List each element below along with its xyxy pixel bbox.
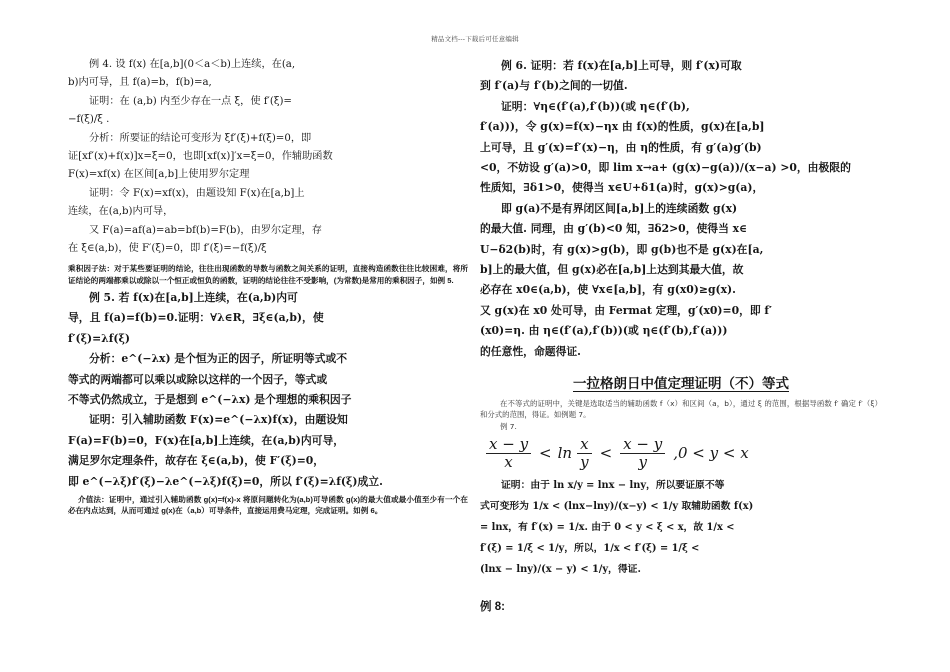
ln-symbol: ln <box>557 444 573 463</box>
numerator: x − y <box>620 436 665 454</box>
page-header: 精品文档---下载后可任意编辑 <box>431 35 519 43</box>
condition: ,0 < y < x <box>673 444 749 463</box>
fraction <box>577 436 591 471</box>
text-line: 例 4. 设 f(x) 在[a,b](0＜a＜b)上连续，在(a, <box>89 59 296 70</box>
text-line: 证[xf′(x)+f(x)]x=ξ=0，也即[xf(x)]′x=ξ=0，作辅助函数 <box>68 151 333 163</box>
text-line: 证明：∀η∈(f′(a),f′(b))(或 η∈(f′(b), <box>501 99 690 113</box>
text-line: 到 f′(a)与 f′(b)之间的一切值. <box>480 79 628 93</box>
text-line: 证明：由于 ln x/y = lnx − lny，所以要证原不等 <box>501 479 725 491</box>
text-line: −f(ξ)/ξ . <box>68 114 110 126</box>
text-line: F(a)=F(b)=0，F(x)在[a,b]上连续，在(a,b)内可导， <box>68 433 345 447</box>
text-line: F(x)=xf(x) 在区间[a,b]上使用罗尔定理 <box>68 169 250 181</box>
text-line: b)内可导，且 f(a)=b，f(b)=a, <box>68 77 212 89</box>
text-line: 在 ξ∈(a,b)，使 F′(ξ)=0，即 f′(ξ)=−f(ξ)/ξ <box>68 243 267 255</box>
text-line: <0，不妨设 g′(a)>0，即 lim x→a+ (g(x)−g(a))/(x−a) >0，由极限的 <box>480 161 851 175</box>
fraction <box>620 436 665 471</box>
text-line: f′(ξ) = 1/ξ < 1/y，所以，1/x < f′(ξ) = 1/ξ < <box>480 542 700 554</box>
section-title: 一拉格朗日中值定理证明（不）等式 <box>573 376 789 393</box>
denominator: x <box>504 452 513 471</box>
numerator: x − y <box>486 436 531 454</box>
text-line: 式可变形为 1/x < (lnx−lny)/(x−y) < 1/y 取辅助函数 f(x) <box>480 500 754 512</box>
text-line: 必存在 x0∈(a,b)，使 ∀x∈[a,b]，有 g(x0)≥g(x). <box>480 283 736 297</box>
left-column <box>68 56 468 516</box>
right-column <box>480 56 882 614</box>
text-line: 不等式仍然成立，于是想到 e^(−λx) 是个理想的乘积因子 <box>68 392 352 406</box>
text-line: f′(a)))，令 g(x)=f(x)−ηx 由 f(x)的性质，g(x)在[a,b] <box>480 120 765 134</box>
text-line: 满足罗尔定理条件，故存在 ξ∈(a,b)，使 F′(ξ)=0， <box>68 454 325 468</box>
text-line: 证明：引入辅助函数 F(x)=e^(−λx)f(x)，由题设知 <box>89 413 348 427</box>
text-line: 的最大值. 同理，由 g′(b)<0 知，∃δ2>0，使得当 x∈ <box>480 222 748 236</box>
example-7-proof <box>480 475 882 580</box>
text-line: 上可导，且 g′(x)=f′(x)−η，由 η的性质，有 g′(a)g′(b) <box>480 140 762 154</box>
product-factor-note: 乘积因子法：对于某些要证明的结论，往往出现函数的导数与函数之间关系的证明，直接构造函数往往比较困难，将所证结论的两端都乘以或除以一个恒正或恒负的函数，证明的结论往往不受影响，(为常数)是常用的乘积因子，如例 5. <box>68 264 468 285</box>
text-line: 分析：e^(−λx) 是个恒为正的因子，所证明等式或不 <box>89 352 348 366</box>
text-line: = lnx，有 f′(x) = 1/x. 由于 0 < y < ξ < x，故 1/x < <box>480 521 735 533</box>
example-7-formula <box>484 436 882 471</box>
text-line: 证明：令 F(x)=xf(x)，由题设知 F(x)在[a,b]上 <box>89 187 305 199</box>
text-line: 导，且 f(a)=f(b)=0.证明：∀λ∈R，∃ξ∈(a,b)，使 <box>68 311 324 325</box>
fraction <box>486 436 531 471</box>
example-4 <box>68 56 468 258</box>
text-line: 又 F(a)=af(a)=ab=bf(b)=F(b)，由罗尔定理，存 <box>89 224 322 236</box>
text-line: (lnx − lny)/(x − y) < 1/y，得证. <box>480 563 641 575</box>
text-line: 分析：所要证的结论可变形为 ξf′(ξ)+f(ξ)=0，即 <box>89 132 312 144</box>
text-line: (x0)=η. 由 η∈(f′(a),f′(b))(或 η∈(f′(b),f′(a))) <box>480 324 728 338</box>
text-line: 即 e^(−λξ)f′(ξ)−λe^(−λξ)f(ξ)=0，所以 f′(ξ)=λf(ξ)成立. <box>68 474 383 488</box>
text-line: 等式的两端都可以乘以或除以这样的一个因子，等式或 <box>68 372 328 386</box>
example-5 <box>68 288 468 492</box>
text-line: U−δ2(b)时，有 g(x)>g(b)，即 g(b)也不是 g(x)在[a, <box>480 242 764 256</box>
text-line: 性质知，∃δ1>0，使得当 x∈U+δ1(a)时，g(x)>g(a)， <box>480 181 764 195</box>
less-than-sign: < <box>539 444 552 463</box>
denominator: y <box>580 452 589 471</box>
example-7-label: 例 7. <box>500 421 517 431</box>
intermediate-value-note: 介值法：证明中，通过引入辅助函数 g(x)=f(x)-x 将原问题转化为(a,b)可导函数 g(x)的最大值或最小值至少有一个在必在内点达到，从而可通过 g(x)在（a,b）可导条件，直接运用费马定理，完成证明。如例 6。 <box>68 494 468 516</box>
text-line: 例 6. 证明：若 f(x)在[a,b]上可导，则 f′(x)可取 <box>501 59 742 72</box>
text-line: 证明：在 (a,b) 内至少存在一点 ξ，使 f′(ξ)= <box>89 95 292 107</box>
text-line: f′(ξ)=λf(ξ) <box>68 331 130 345</box>
numerator: x <box>577 436 591 454</box>
intro-text: 在不等式的证明中，关键是选取适当的辅助函数 f（x）和区间（a，b），通过 ξ 的范围，根据导函数 f′ 确定 f′（ξ）和分式的范围，得证。如例题 7。 <box>480 399 882 420</box>
less-than-sign: < <box>599 444 613 463</box>
denominator: y <box>638 452 647 471</box>
text-line: b]上的最大值，但 g(x)必在[a,b]上达到其最大值，故 <box>480 263 744 277</box>
text-line: 又 g(x)在 x0 处可导，由 Fermat 定理，g′(x0)=0，即 f′ <box>480 303 772 317</box>
text-line: 即 g(a)不是有界闭区间[a,b]上的连续函数 g(x) <box>501 201 738 215</box>
example-6 <box>480 56 882 362</box>
example-8-label: 例 8: <box>480 600 505 613</box>
text-line: 例 5. 若 f(x)在[a,b]上连续，在(a,b)内可 <box>89 290 298 304</box>
text-line: 连续，在(a,b)内可导， <box>68 206 174 218</box>
text-line: 的任意性，命题得证. <box>480 344 581 358</box>
